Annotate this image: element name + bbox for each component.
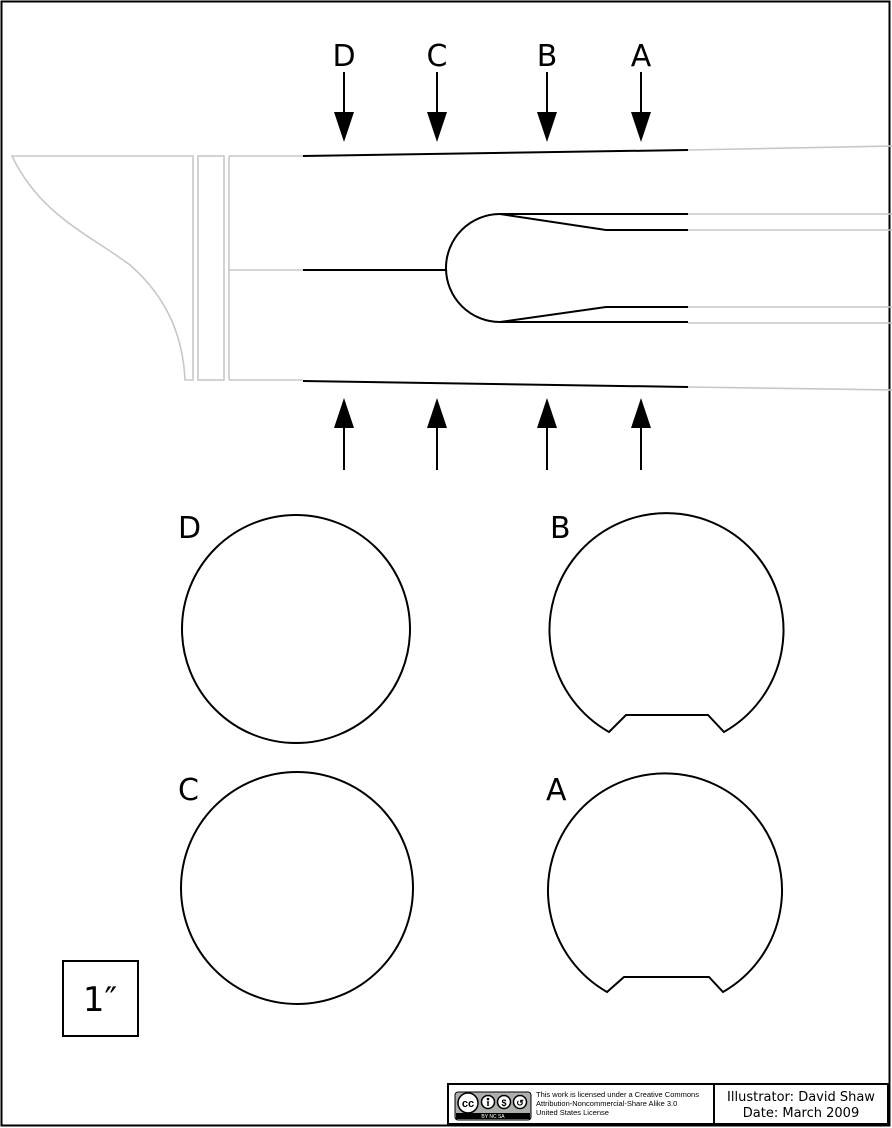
cross-section-label: A [546,773,567,808]
cross-section-a [546,773,782,992]
top-arrows [334,72,651,142]
license-line-2: Attribution-Noncommercial-Share Alike 3.0 [536,1099,678,1108]
arrow-up-icon [631,398,651,470]
spacer-outline [198,156,224,380]
arrow-down-icon [631,72,651,142]
page-border [2,2,890,1126]
date-credit: Date: March 2009 [742,1106,860,1121]
upper-edge-ghost-right [688,146,892,150]
arrow-up-icon [537,398,557,470]
license-line-3: United States License [536,1108,609,1117]
footer-block [448,1084,888,1124]
bottom-arrows [334,398,651,470]
lower-edge [303,381,688,387]
cross-section-c [178,772,413,1004]
section-label-c: C [426,39,448,74]
cross-section-label: B [550,511,571,546]
arrow-up-icon [427,398,447,470]
section-label-b: B [536,39,558,74]
scale-box [63,961,138,1036]
svg-text:↺: ↺ [516,1098,524,1108]
cross-section-label: D [178,511,202,546]
cross-section-label: C [178,773,199,808]
cross-section-d [178,511,410,743]
upper-edge [303,150,688,156]
license-line-1: This work is licensed under a Creative Commons [536,1090,699,1099]
creative-commons-badge-icon [455,1092,531,1120]
cross-section-b [550,511,784,732]
cross-section-outline [182,515,410,743]
cc-logo-text: cc [461,1098,475,1110]
scale-label: 1″ [82,980,118,1020]
ghost-outline [12,146,892,390]
section-label-a: A [630,39,652,74]
pommel-outline [12,156,193,380]
slot-round-end [446,214,500,322]
arrow-down-icon [334,72,354,142]
arrow-down-icon [537,72,557,142]
part-outline [303,150,688,387]
arrow-down-icon [427,72,447,142]
slot-taper-bottom [500,307,688,322]
section-label-d: D [332,39,356,74]
slot-taper-top [500,214,688,230]
cross-section-outline [550,513,784,732]
cross-section-outline [548,773,782,992]
arrow-up-icon [334,398,354,470]
lower-edge-ghost-right [688,387,892,390]
cross-section-outline [181,772,413,1004]
svg-text:$: $ [501,1098,507,1108]
cc-badge-text: BY NC SA [481,1114,505,1120]
illustrator-credit: Illustrator: David Shaw [727,1090,875,1105]
